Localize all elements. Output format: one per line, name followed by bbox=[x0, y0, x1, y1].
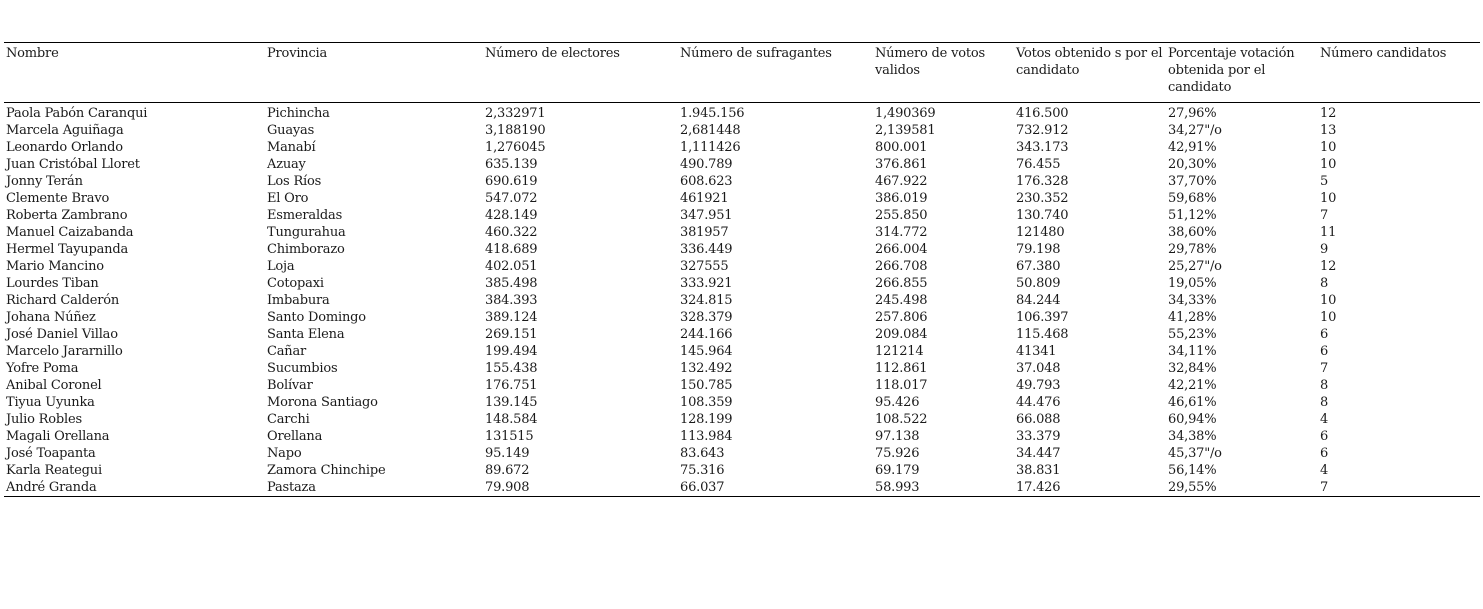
cell-votos-validos: 255.850 bbox=[875, 208, 928, 223]
cell-nombre: José Toapanta bbox=[6, 446, 96, 461]
cell-electores: 1,276045 bbox=[485, 140, 546, 155]
table-row bbox=[4, 241, 1480, 258]
cell-votos-candidato: 230.352 bbox=[1016, 191, 1069, 206]
cell-votos-candidato: 343.173 bbox=[1016, 140, 1069, 155]
cell-porcentaje: 34,11% bbox=[1168, 344, 1217, 359]
cell-sufragantes: 1.945.156 bbox=[680, 106, 745, 121]
cell-porcentaje: 56,14% bbox=[1168, 463, 1217, 478]
cell-votos-candidato: 33.379 bbox=[1016, 429, 1061, 444]
table-row bbox=[4, 156, 1480, 173]
cell-votos-validos: 266.004 bbox=[875, 242, 928, 257]
cell-nombre: Johana Núñez bbox=[6, 310, 96, 325]
cell-nombre: Paola Pabón Caranqui bbox=[6, 106, 148, 121]
cell-electores: 428.149 bbox=[485, 208, 538, 223]
cell-candidatos: 6 bbox=[1320, 344, 1329, 359]
cell-candidatos: 10 bbox=[1320, 157, 1337, 172]
table-row bbox=[4, 309, 1480, 326]
cell-votos-validos: 257.806 bbox=[875, 310, 928, 325]
results-table bbox=[4, 42, 1480, 497]
cell-electores: 3,188190 bbox=[485, 123, 546, 138]
table-row bbox=[4, 462, 1480, 479]
cell-candidatos: 9 bbox=[1320, 242, 1329, 257]
cell-votos-candidato: 732.912 bbox=[1016, 123, 1069, 138]
cell-porcentaje: 37,70% bbox=[1168, 174, 1217, 189]
cell-sufragantes: 83.643 bbox=[680, 446, 725, 461]
cell-candidatos: 8 bbox=[1320, 276, 1329, 291]
cell-electores: 131515 bbox=[485, 429, 534, 444]
cell-sufragantes: 347.951 bbox=[680, 208, 733, 223]
header-numero-electores: Número de electores bbox=[485, 46, 620, 61]
cell-nombre: Mario Mancino bbox=[6, 259, 104, 274]
table-body bbox=[4, 103, 1480, 497]
cell-votos-candidato: 38.831 bbox=[1016, 463, 1061, 478]
cell-electores: 418.689 bbox=[485, 242, 538, 257]
cell-sufragantes: 150.785 bbox=[680, 378, 733, 393]
cell-candidatos: 6 bbox=[1320, 429, 1329, 444]
cell-votos-validos: 1,490369 bbox=[875, 106, 936, 121]
cell-electores: 139.145 bbox=[485, 395, 538, 410]
cell-sufragantes: 75.316 bbox=[680, 463, 725, 478]
cell-candidatos: 13 bbox=[1320, 123, 1337, 138]
cell-electores: 635.139 bbox=[485, 157, 538, 172]
cell-votos-validos: 314.772 bbox=[875, 225, 928, 240]
cell-nombre: Magali Orellana bbox=[6, 429, 110, 444]
table-header bbox=[4, 43, 1480, 103]
cell-provincia: Chimborazo bbox=[267, 242, 345, 257]
cell-votos-candidato: 115.468 bbox=[1016, 327, 1069, 342]
table-row bbox=[4, 360, 1480, 377]
cell-electores: 547.072 bbox=[485, 191, 538, 206]
cell-candidatos: 5 bbox=[1320, 174, 1329, 189]
cell-electores: 389.124 bbox=[485, 310, 538, 325]
cell-votos-validos: 108.522 bbox=[875, 412, 928, 427]
cell-candidatos: 6 bbox=[1320, 446, 1329, 461]
cell-candidatos: 7 bbox=[1320, 480, 1329, 495]
cell-provincia: Los Ríos bbox=[267, 174, 322, 189]
table-row bbox=[4, 173, 1480, 190]
table-row bbox=[4, 326, 1480, 343]
cell-electores: 460.322 bbox=[485, 225, 538, 240]
cell-nombre: Roberta Zambrano bbox=[6, 208, 128, 223]
cell-electores: 269.151 bbox=[485, 327, 538, 342]
cell-porcentaje: 29,78% bbox=[1168, 242, 1217, 257]
cell-votos-validos: 386.019 bbox=[875, 191, 928, 206]
cell-provincia: Pastaza bbox=[267, 480, 316, 495]
cell-electores: 89.672 bbox=[485, 463, 530, 478]
cell-sufragantes: 333.921 bbox=[680, 276, 733, 291]
cell-provincia: Orellana bbox=[267, 429, 323, 444]
cell-nombre: André Granda bbox=[6, 480, 97, 495]
cell-nombre: Manuel Caizabanda bbox=[6, 225, 134, 240]
cell-porcentaje: 19,05% bbox=[1168, 276, 1217, 291]
header-votos-validos: Número de votos validos bbox=[875, 46, 985, 78]
cell-votos-candidato: 176.328 bbox=[1016, 174, 1069, 189]
cell-porcentaje: 34,27"/o bbox=[1168, 123, 1222, 138]
cell-nombre: Marcelo Jararnillo bbox=[6, 344, 123, 359]
cell-provincia: Carchi bbox=[267, 412, 310, 427]
cell-provincia: Imbabura bbox=[267, 293, 330, 308]
cell-nombre: Yofre Poma bbox=[6, 361, 79, 376]
header-porcentaje-votacion: Porcentaje votación obtenida por el candidato bbox=[1168, 46, 1295, 95]
cell-votos-candidato: 66.088 bbox=[1016, 412, 1061, 427]
table-row bbox=[4, 275, 1480, 292]
cell-votos-candidato: 76.455 bbox=[1016, 157, 1061, 172]
cell-candidatos: 4 bbox=[1320, 412, 1329, 427]
cell-nombre: Anibal Coronel bbox=[6, 378, 102, 393]
cell-candidatos: 7 bbox=[1320, 361, 1329, 376]
cell-provincia: Santo Domingo bbox=[267, 310, 366, 325]
cell-nombre: Julio Robles bbox=[6, 412, 82, 427]
cell-candidatos: 7 bbox=[1320, 208, 1329, 223]
cell-votos-validos: 376.861 bbox=[875, 157, 928, 172]
header-provincia: Provincia bbox=[267, 46, 328, 61]
table-row bbox=[4, 258, 1480, 275]
cell-candidatos: 12 bbox=[1320, 259, 1337, 274]
cell-sufragantes: 1,111426 bbox=[680, 140, 741, 155]
cell-sufragantes: 336.449 bbox=[680, 242, 733, 257]
cell-votos-candidato: 79.198 bbox=[1016, 242, 1061, 257]
header-numero-candidatos: Número candidatos bbox=[1320, 46, 1447, 61]
table-row bbox=[4, 103, 1480, 123]
cell-votos-validos: 118.017 bbox=[875, 378, 928, 393]
cell-sufragantes: 461921 bbox=[680, 191, 729, 206]
cell-candidatos: 11 bbox=[1320, 225, 1337, 240]
cell-porcentaje: 38,60% bbox=[1168, 225, 1217, 240]
cell-sufragantes: 328.379 bbox=[680, 310, 733, 325]
cell-sufragantes: 244.166 bbox=[680, 327, 733, 342]
cell-sufragantes: 108.359 bbox=[680, 395, 733, 410]
cell-provincia: Santa Elena bbox=[267, 327, 345, 342]
cell-provincia: Tungurahua bbox=[267, 225, 346, 240]
cell-electores: 95.149 bbox=[485, 446, 530, 461]
cell-votos-candidato: 44.476 bbox=[1016, 395, 1061, 410]
cell-nombre: Marcela Aguiñaga bbox=[6, 123, 124, 138]
cell-candidatos: 12 bbox=[1320, 106, 1337, 121]
cell-votos-candidato: 41341 bbox=[1016, 344, 1057, 359]
cell-porcentaje: 60,94% bbox=[1168, 412, 1217, 427]
cell-porcentaje: 20,30% bbox=[1168, 157, 1217, 172]
cell-sufragantes: 2,681448 bbox=[680, 123, 741, 138]
cell-electores: 79.908 bbox=[485, 480, 530, 495]
cell-nombre: Leonardo Orlando bbox=[6, 140, 123, 155]
cell-provincia: Guayas bbox=[267, 123, 315, 138]
cell-provincia: Morona Santiago bbox=[267, 395, 378, 410]
header-nombre: Nombre bbox=[6, 46, 59, 61]
cell-provincia: Zamora Chinchipe bbox=[267, 463, 386, 478]
table-row bbox=[4, 207, 1480, 224]
cell-porcentaje: 34,38% bbox=[1168, 429, 1217, 444]
cell-provincia: Esmeraldas bbox=[267, 208, 343, 223]
cell-sufragantes: 327555 bbox=[680, 259, 729, 274]
cell-electores: 385.498 bbox=[485, 276, 538, 291]
cell-sufragantes: 381957 bbox=[680, 225, 729, 240]
cell-sufragantes: 608.623 bbox=[680, 174, 733, 189]
cell-votos-validos: 266.855 bbox=[875, 276, 928, 291]
cell-porcentaje: 46,61% bbox=[1168, 395, 1217, 410]
cell-sufragantes: 128.199 bbox=[680, 412, 733, 427]
table-row bbox=[4, 224, 1480, 241]
cell-candidatos: 8 bbox=[1320, 378, 1329, 393]
cell-nombre: Clemente Bravo bbox=[6, 191, 110, 206]
cell-votos-validos: 2,139581 bbox=[875, 123, 936, 138]
table-row bbox=[4, 445, 1480, 462]
table-row bbox=[4, 428, 1480, 445]
cell-votos-candidato: 37.048 bbox=[1016, 361, 1061, 376]
cell-electores: 690.619 bbox=[485, 174, 538, 189]
cell-porcentaje: 55,23% bbox=[1168, 327, 1217, 342]
table-row bbox=[4, 122, 1480, 139]
header-numero-sufragantes: Número de sufragantes bbox=[680, 46, 832, 61]
cell-porcentaje: 25,27"/o bbox=[1168, 259, 1222, 274]
cell-nombre: Karla Reategui bbox=[6, 463, 102, 478]
header-row bbox=[4, 43, 1480, 103]
cell-electores: 402.051 bbox=[485, 259, 538, 274]
cell-provincia: Pichincha bbox=[267, 106, 330, 121]
table-row bbox=[4, 292, 1480, 309]
cell-votos-candidato: 130.740 bbox=[1016, 208, 1069, 223]
cell-candidatos: 10 bbox=[1320, 191, 1337, 206]
cell-nombre: Jonny Terán bbox=[6, 174, 83, 189]
cell-votos-validos: 121214 bbox=[875, 344, 924, 359]
cell-sufragantes: 132.492 bbox=[680, 361, 733, 376]
cell-electores: 176.751 bbox=[485, 378, 538, 393]
cell-votos-candidato: 106.397 bbox=[1016, 310, 1069, 325]
cell-nombre: Lourdes Tiban bbox=[6, 276, 99, 291]
cell-electores: 199.494 bbox=[485, 344, 538, 359]
cell-sufragantes: 66.037 bbox=[680, 480, 725, 495]
cell-nombre: Hermel Tayupanda bbox=[6, 242, 129, 257]
cell-sufragantes: 324.815 bbox=[680, 293, 733, 308]
cell-votos-validos: 95.426 bbox=[875, 395, 920, 410]
cell-candidatos: 10 bbox=[1320, 310, 1337, 325]
cell-electores: 2,332971 bbox=[485, 106, 546, 121]
cell-votos-validos: 467.922 bbox=[875, 174, 928, 189]
cell-sufragantes: 145.964 bbox=[680, 344, 733, 359]
cell-candidatos: 8 bbox=[1320, 395, 1329, 410]
cell-electores: 148.584 bbox=[485, 412, 538, 427]
cell-votos-candidato: 50.809 bbox=[1016, 276, 1061, 291]
cell-votos-validos: 266.708 bbox=[875, 259, 928, 274]
table-row bbox=[4, 479, 1480, 497]
cell-votos-validos: 800.001 bbox=[875, 140, 928, 155]
cell-porcentaje: 27,96% bbox=[1168, 106, 1217, 121]
cell-porcentaje: 32,84% bbox=[1168, 361, 1217, 376]
cell-votos-validos: 69.179 bbox=[875, 463, 920, 478]
cell-porcentaje: 29,55% bbox=[1168, 480, 1217, 495]
cell-votos-candidato: 121480 bbox=[1016, 225, 1065, 240]
cell-nombre: Richard Calderón bbox=[6, 293, 120, 308]
cell-votos-validos: 209.084 bbox=[875, 327, 928, 342]
cell-votos-validos: 97.138 bbox=[875, 429, 920, 444]
cell-provincia: Sucumbios bbox=[267, 361, 338, 376]
cell-provincia: Cotopaxi bbox=[267, 276, 324, 291]
cell-votos-candidato: 49.793 bbox=[1016, 378, 1061, 393]
cell-votos-candidato: 416.500 bbox=[1016, 106, 1069, 121]
cell-sufragantes: 490.789 bbox=[680, 157, 733, 172]
cell-provincia: Bolívar bbox=[267, 378, 313, 393]
cell-nombre: José Daniel Villao bbox=[6, 327, 118, 342]
cell-votos-validos: 112.861 bbox=[875, 361, 928, 376]
cell-provincia: Loja bbox=[267, 259, 295, 274]
cell-provincia: Cañar bbox=[267, 344, 307, 359]
cell-porcentaje: 45,37"/o bbox=[1168, 446, 1222, 461]
table-row bbox=[4, 411, 1480, 428]
table-row bbox=[4, 394, 1480, 411]
cell-votos-candidato: 34.447 bbox=[1016, 446, 1061, 461]
cell-votos-validos: 75.926 bbox=[875, 446, 920, 461]
table-row bbox=[4, 343, 1480, 360]
cell-votos-candidato: 84.244 bbox=[1016, 293, 1061, 308]
cell-provincia: El Oro bbox=[267, 191, 309, 206]
cell-votos-candidato: 67.380 bbox=[1016, 259, 1061, 274]
cell-porcentaje: 42,21% bbox=[1168, 378, 1217, 393]
cell-sufragantes: 113.984 bbox=[680, 429, 733, 444]
header-votos-candidato: Votos obtenido s por el candidato bbox=[1016, 46, 1163, 78]
cell-provincia: Manabí bbox=[267, 140, 316, 155]
cell-nombre: Tiyua Uyunka bbox=[6, 395, 95, 410]
cell-porcentaje: 42,91% bbox=[1168, 140, 1217, 155]
cell-porcentaje: 51,12% bbox=[1168, 208, 1217, 223]
cell-candidatos: 10 bbox=[1320, 293, 1337, 308]
table-row bbox=[4, 139, 1480, 156]
cell-candidatos: 10 bbox=[1320, 140, 1337, 155]
cell-votos-candidato: 17.426 bbox=[1016, 480, 1061, 495]
cell-porcentaje: 59,68% bbox=[1168, 191, 1217, 206]
cell-nombre: Juan Cristóbal Lloret bbox=[6, 157, 140, 172]
cell-porcentaje: 34,33% bbox=[1168, 293, 1217, 308]
cell-provincia: Napo bbox=[267, 446, 302, 461]
cell-electores: 384.393 bbox=[485, 293, 538, 308]
cell-candidatos: 4 bbox=[1320, 463, 1329, 478]
cell-porcentaje: 41,28% bbox=[1168, 310, 1217, 325]
cell-candidatos: 6 bbox=[1320, 327, 1329, 342]
cell-electores: 155.438 bbox=[485, 361, 538, 376]
table-row bbox=[4, 190, 1480, 207]
cell-votos-validos: 58.993 bbox=[875, 480, 920, 495]
cell-provincia: Azuay bbox=[267, 157, 306, 172]
cell-votos-validos: 245.498 bbox=[875, 293, 928, 308]
table-row bbox=[4, 377, 1480, 394]
